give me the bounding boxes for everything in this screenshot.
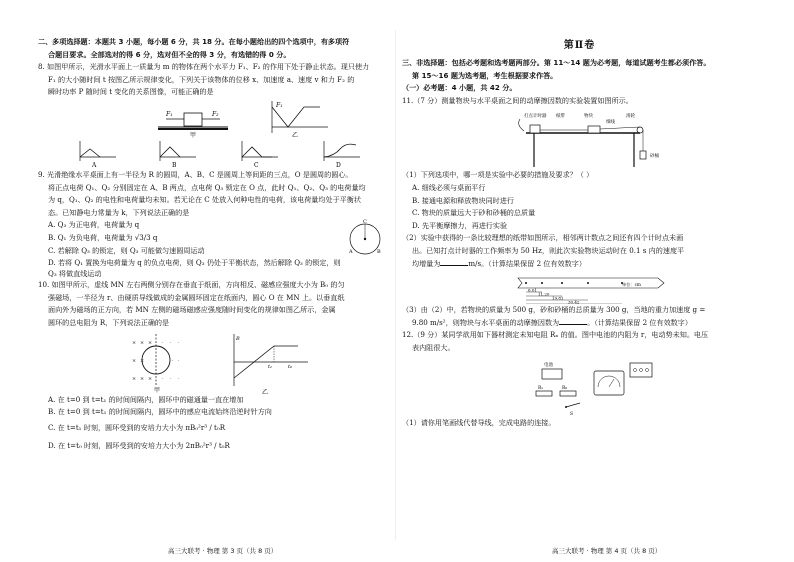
- label-r0: R₀: [562, 385, 568, 391]
- svg-text:×: ×: [148, 339, 153, 346]
- q12-sub1: （1）请你用笔画线代替导线，完成电路的连接。: [402, 417, 556, 427]
- fig-label-yi: 乙: [262, 388, 269, 394]
- label-timer: 打点计时器: [524, 114, 547, 120]
- svg-text:×: ×: [132, 339, 137, 346]
- label-block: 物块: [584, 114, 593, 120]
- q11-sub1: （1）下列选项中，哪一项是实验中必要的措施及要求？（ ）: [402, 170, 594, 180]
- svg-text:B: B: [236, 335, 240, 342]
- svg-text:×: ×: [132, 357, 137, 364]
- right-page: [402, 36, 757, 429]
- tape-mark: 19.81: [552, 295, 564, 301]
- svg-text:·: ·: [178, 339, 180, 346]
- q10-option-c: C. 在 t=t₁ 时刻，圆环受到的安培力大小为 πB₀²r³ / t₀R: [48, 422, 226, 432]
- q9-option-b: B. Q₁ 为负电荷，电荷量为 √3/3 q: [48, 232, 158, 242]
- section-header: 二、多项选择题：本题共 3 小题，每小题 6 分，共 18 分。在每小题给出的四个选项中，有多项符: [38, 37, 350, 46]
- svg-text:×: ×: [148, 375, 153, 382]
- tape-mark: 30.42: [568, 299, 580, 305]
- svg-text:·: ·: [170, 339, 172, 346]
- opt-label: B: [172, 161, 177, 169]
- opt-label: C: [254, 161, 259, 169]
- svg-text:·: ·: [178, 375, 180, 382]
- svg-text:F₂: F₂: [212, 110, 219, 118]
- svg-text:×: ×: [132, 375, 137, 382]
- q11-intro: 11.（7 分）测量物块与水平桌面之间的动摩擦因数的实验装置如图所示。: [402, 95, 633, 105]
- svg-text:t₁: t₁: [268, 363, 273, 370]
- svg-text:·: ·: [170, 375, 172, 382]
- svg-text:·: ·: [172, 357, 174, 364]
- answer-blank[interactable]: [440, 258, 468, 266]
- svg-text:·: ·: [178, 357, 180, 364]
- tape-mark: 6.01: [528, 287, 537, 293]
- label-pulley: 滑轮: [626, 114, 635, 120]
- fig-label-jia: 甲: [154, 386, 161, 394]
- q10-line: 强磁场，一半径为 r、由硬质导线做成的金属圆环固定在纸面内，圆心 O 在 MN 上。以垂直纸: [48, 292, 345, 302]
- left-page: [38, 36, 393, 455]
- opt-label: D: [336, 161, 341, 169]
- question-9: [38, 169, 393, 279]
- q10-line: 面向外为磁场的正方向，若 MN 左侧的磁场磁感应强度随时间变化的规律如图乙所示，金属: [48, 305, 336, 315]
- q10-figures: [38, 330, 393, 394]
- svg-text:·: ·: [162, 375, 164, 382]
- q11-sub2-tail: 均增量为 m/s。（计算结果保留 2 位有效数字）: [412, 258, 586, 268]
- question-12: [402, 329, 757, 429]
- label-battery: 电池: [544, 362, 553, 368]
- q9-circle-figure: [347, 219, 383, 259]
- section-header-cont: 合题目要求。全部选对的得 6 分，选对但不全的得 3 分，有选错的得 0 分。: [48, 49, 291, 59]
- q9-line: 9. 光滑绝缘水平桌面上有一半径为 R 的圆周，A、B、C 是圆周上等间距的三点，O 是圆周的圆心。: [38, 169, 353, 179]
- label-rx: Rₓ: [538, 385, 544, 391]
- q10-line: 10. 如图甲所示，虚线 MN 左右两侧分别存在垂直于纸面，方向相反、磁感应强度大小为 B₀ 的匀: [38, 280, 345, 290]
- svg-text:A: A: [349, 248, 353, 255]
- q8-line: 瞬时功率 P 随时间 t 变化的关系图像，可能正确的是: [48, 87, 214, 97]
- svg-text:×: ×: [140, 357, 145, 364]
- q8-line: 8. 如图甲所示，光滑水平面上一质量为 m 的物体在两个水平力 F₁、F₂ 的作用下处于静止状态。现只使力: [38, 62, 370, 72]
- q9-option-c: C. 若解除 Q₃ 的锁定，则 Q₃ 可能做匀速圆周运动: [48, 245, 205, 255]
- q8-line: F₁ 的大小随时间 t 按图乙所示规律变化，下列关于该物体的位移 x、加速度 a、速度 v 和力 F₂ 的: [48, 74, 355, 84]
- svg-text:C: C: [363, 218, 367, 225]
- q11-apparatus-figure: [402, 107, 757, 169]
- q12-line: 12.（9 分）某同学欲用如下器材测定未知电阻 Rₓ 的值。图中电池的内阻为 r，电动势未知。电压: [402, 330, 709, 340]
- q11-option-a: A. 细线必须与桌面平行: [412, 182, 486, 192]
- q11-sub3-line: （3）由（2）中，若物块的质量为 500 g，砂和砂桶的总质量为 300 g，当地的重力加速度 g =: [402, 305, 706, 315]
- q11-option-d: D. 先平衡摩擦力，再进行实验: [412, 220, 508, 230]
- opt-label: A: [92, 161, 97, 169]
- q11-option-c: C. 物块的质量远大于砂和砂桶的总质量: [412, 208, 536, 218]
- svg-text:F₁: F₁: [276, 101, 283, 109]
- sub-header: （一）必考题：4 小题，共 42 分。: [402, 83, 517, 93]
- q11-sub3-tail: 9.80 m/s²，则物块与水平桌面的动摩擦因数为 。（计算结果保留 2 位有效数字）: [412, 317, 692, 327]
- tape-unit: 单位：cm: [622, 282, 641, 288]
- q10-option-b: B. 在 t=0 到 t=t₁ 的时间间隔内，圆环中的感应电流始终沿逆时针方向: [48, 407, 272, 417]
- q12-circuit-figure: [402, 355, 757, 417]
- q11-tape-figure: [402, 270, 757, 304]
- label-bucket: 砂桶: [650, 154, 659, 160]
- page-footer-left: 高三大联考 · 物理 第 3 页（共 8 页）: [168, 547, 278, 555]
- svg-text:F₁: F₁: [166, 110, 173, 118]
- fig-label-yi: 乙: [292, 131, 299, 139]
- q10-option-a: A. 在 t=0 到 t=t₁ 的时间间隔内，圆环中的磁通量一直在增加: [48, 394, 244, 404]
- q9-line: 将正点电荷 Q₁、Q₂ 分别固定在 A、B 两点，点电荷 Q₃ 锁定在 O 点，此时 Q₁、Q₂、Q₃ 的电荷量均: [48, 182, 366, 192]
- question-10: [38, 279, 393, 455]
- q12-line: 表内阻很大。: [412, 342, 455, 352]
- q8-option-graphs: [38, 139, 393, 169]
- svg-text:×: ×: [140, 339, 145, 346]
- q11-option-b: B. 接通电源和释放物块同时进行: [412, 195, 514, 205]
- svg-text:t₀: t₀: [288, 363, 293, 370]
- page-divider: [395, 30, 396, 540]
- svg-text:·: ·: [162, 339, 164, 346]
- section-header-cont: 第 15～16 题为选考题，考生根据要求作答。: [412, 70, 558, 80]
- question-8: [38, 61, 393, 169]
- part-title: 第Ⅱ卷: [563, 40, 596, 51]
- answer-blank[interactable]: [559, 317, 587, 325]
- tape-mark: 11.20: [538, 291, 550, 297]
- q9-line: 为 q，Q₁、Q₂ 的电性和电荷量均未知。若无论在 C 处放入何种电性的电荷，该电荷量均处于平衡状: [48, 195, 361, 205]
- q10-line: 圆环的总电阻为 R，下列说法正确的是: [48, 317, 170, 327]
- svg-text:B: B: [377, 248, 381, 255]
- q8-figures-jia-yi: [38, 99, 393, 139]
- label-switch: S: [570, 411, 574, 417]
- fig-label-jia: 甲: [190, 131, 197, 139]
- q9-option-d: D. 若将 Q₁ 置换为电荷量为 q 的负点电荷，则 Q₃ 仍处于平衡状态，然后解除 Q₃ 的锁定，则 Q₃ 将做直线运动: [48, 258, 341, 279]
- q11-sub2-line: 出。已知打点计时器的工作频率为 50 Hz，则此次实验物块运动时在 0.1 s 内的速度平: [412, 245, 685, 255]
- label-string: 细线: [606, 120, 615, 126]
- svg-text:×: ×: [140, 375, 145, 382]
- q11-sub2-line: （2）实验中获得的一条比较理想的纸带如图所示，相邻两计数点之间还有四个计时点未画: [402, 233, 684, 243]
- page-footer-right: 高三大联考 · 物理 第 4 页（共 8 页）: [552, 547, 662, 555]
- q10-option-d: D. 在 t=t₀ 时刻，圆环受到的安培力大小为 2πB₀²r³ / t₀R: [48, 440, 230, 450]
- label-tape: 纸带: [556, 114, 565, 120]
- question-11: [402, 95, 757, 330]
- q9-line: 态。已知静电力常量为 k，下列说法正确的是: [48, 207, 190, 217]
- q9-option-a: A. Q₃ 为正电荷，电荷量为 q: [48, 220, 140, 230]
- section-header: 三、非选择题：包括必考题和选考题两部分。第 11～14 题为必考题，每道试题考生都必须作答。: [402, 58, 711, 67]
